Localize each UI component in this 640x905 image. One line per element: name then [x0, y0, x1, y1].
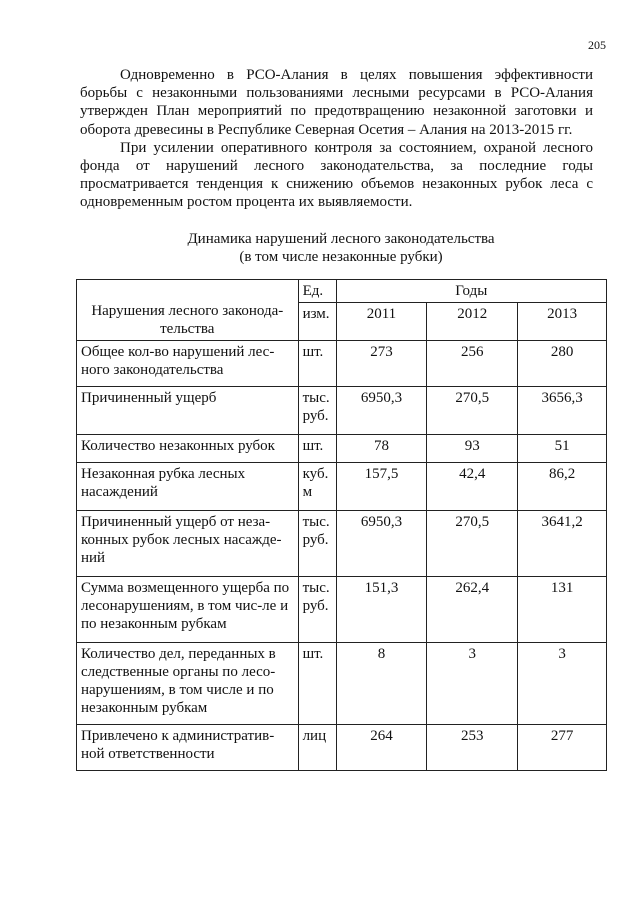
body-text [80, 66, 593, 212]
row-value: 131 [518, 577, 607, 643]
table-row [77, 577, 607, 643]
row-unit: тыс. руб. [298, 387, 336, 435]
row-value: 3641,2 [518, 511, 607, 577]
table-row [77, 463, 607, 511]
header-year: 2012 [427, 303, 518, 341]
row-value: 42,4 [427, 463, 518, 511]
table-row [77, 725, 607, 771]
row-value: 264 [336, 725, 427, 771]
row-value: 280 [518, 341, 607, 387]
row-value: 78 [336, 435, 427, 463]
row-value: 277 [518, 725, 607, 771]
row-unit: куб. м [298, 463, 336, 511]
row-value: 6950,3 [336, 387, 427, 435]
table-caption [76, 230, 606, 266]
row-value: 273 [336, 341, 427, 387]
paragraph: При усилении оперативного контроля за состоянием, охраной лесного фонда от нарушений лесного законодательства, за последние годы просматривается тенденция к снижению объемов незаконных рубок леса с одновременным ростом процента их выявляемости. [80, 139, 593, 211]
row-value: 157,5 [336, 463, 427, 511]
row-label: Привлечено к административ-ной ответственности [77, 725, 299, 771]
table-row [77, 435, 607, 463]
header-indicator: Нарушения лесного законода-тельства [77, 280, 299, 341]
table-row [77, 511, 607, 577]
row-value: 3656,3 [518, 387, 607, 435]
row-value: 3 [518, 643, 607, 725]
row-value: 256 [427, 341, 518, 387]
row-label: Общее кол-во нарушений лес-ного законодательства [77, 341, 299, 387]
row-value: 151,3 [336, 577, 427, 643]
row-value: 51 [518, 435, 607, 463]
page-number: 205 [588, 38, 606, 52]
row-label: Количество дел, переданных в следственные органы по лесо-нарушениям, в том числе и по незаконным рубкам [77, 643, 299, 725]
row-unit: тыс. руб. [298, 577, 336, 643]
row-value: 3 [427, 643, 518, 725]
header-year: 2013 [518, 303, 607, 341]
row-label: Сумма возмещенного ущерба по лесонарушениям, в том чис-ле и по незаконным рубкам [77, 577, 299, 643]
header-year: 2011 [336, 303, 427, 341]
table-header-row [77, 280, 607, 303]
table-row [77, 643, 607, 725]
table-row [77, 341, 607, 387]
table-caption-line: (в том числе незаконные рубки) [239, 249, 443, 265]
table-caption-line: Динамика нарушений лесного законодательства [187, 231, 495, 247]
row-unit: шт. [298, 643, 336, 725]
row-unit: тыс. руб. [298, 511, 336, 577]
row-value: 93 [427, 435, 518, 463]
row-value: 270,5 [427, 511, 518, 577]
row-label: Причиненный ущерб от неза-конных рубок лесных насажде-ний [77, 511, 299, 577]
table-row [77, 387, 607, 435]
row-value: 6950,3 [336, 511, 427, 577]
row-unit: шт. [298, 341, 336, 387]
row-unit: лиц [298, 725, 336, 771]
row-unit: шт. [298, 435, 336, 463]
header-unit: Ед. [298, 280, 336, 303]
row-value: 270,5 [427, 387, 518, 435]
row-label: Количество незаконных рубок [77, 435, 299, 463]
row-value: 86,2 [518, 463, 607, 511]
row-value: 262,4 [427, 577, 518, 643]
header-unit-sub: изм. [298, 303, 336, 341]
header-years: Годы [336, 280, 606, 303]
row-label: Незаконная рубка лесных насаждений [77, 463, 299, 511]
row-value: 253 [427, 725, 518, 771]
row-label: Причиненный ущерб [77, 387, 299, 435]
row-value: 8 [336, 643, 427, 725]
paragraph: Одновременно в РСО-Алания в целях повышения эффективности борьбы с незаконными пользованиями лесными ресурсами в РСО-Алания утвержден План мероприятий по предотвращению незаконной заготовки и оборота древесины в Республике Северная Осетия – Алания на 2013-2015 гг. [80, 67, 593, 138]
violations-table [76, 279, 607, 771]
